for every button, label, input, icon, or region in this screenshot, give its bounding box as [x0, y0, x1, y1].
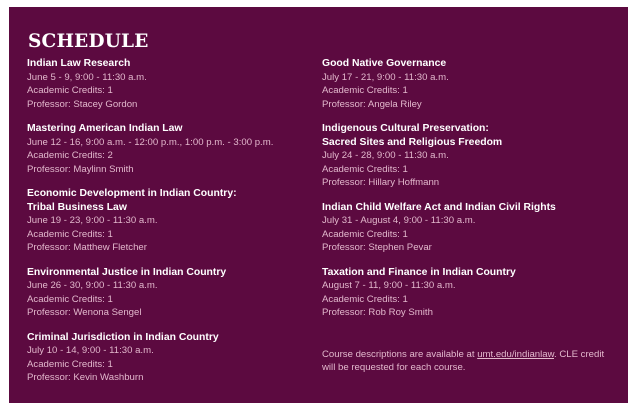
course-credits: Academic Credits: 1: [27, 358, 113, 370]
course-dates: June 19 - 23, 9:00 - 11:30 a.m.: [27, 215, 158, 226]
course-professor: Professor: Kevin Washburn: [27, 372, 144, 383]
course-title: Indian Child Welfare Act and Indian Civil Rights: [322, 201, 556, 213]
course-block: [322, 201, 612, 255]
course-credits: Academic Credits: 1: [322, 228, 408, 240]
course-dates: June 12 - 16, 9:00 a.m. - 12:00 p.m., 1:00 p.m. - 3:00 p.m.: [27, 136, 274, 148]
course-professor: Professor: Wenona Sengel: [27, 307, 142, 318]
course-title: Sacred Sites and Religious Freedom: [322, 136, 503, 148]
course-block: [322, 122, 612, 190]
course-block: [27, 122, 317, 176]
course-note: [322, 348, 612, 374]
course-block: [322, 266, 612, 320]
course-professor: Professor: Matthew Fletcher: [27, 242, 147, 253]
course-professor: Professor: Rob Roy Smith: [322, 307, 433, 318]
course-credits: Academic Credits: 1: [322, 293, 408, 305]
course-title: Tribal Business Law: [27, 201, 127, 213]
schedule-panel: [9, 7, 628, 403]
course-credits: Academic Credits: 1: [27, 293, 113, 305]
course-professor: Professor: Hillary Hoffmann: [322, 177, 440, 188]
course-dates: June 26 - 30, 9:00 - 11:30 a.m.: [27, 280, 158, 291]
course-title: Environmental Justice in Indian Country: [27, 266, 227, 278]
course-block: [322, 57, 612, 111]
course-dates: July 24 - 28, 9:00 - 11:30 a.m.: [322, 150, 449, 161]
course-professor: Professor: Stacey Gordon: [27, 98, 138, 110]
course-title: Indian Law Research: [27, 58, 131, 69]
course-professor: Professor: Stephen Pevar: [322, 242, 432, 253]
note-text-before: Course descriptions are available at: [322, 349, 478, 360]
indianlaw-link[interactable]: umt.edu/indianlaw: [477, 349, 554, 360]
course-credits: Academic Credits: 1: [27, 228, 113, 240]
course-title: Criminal Jurisdiction in Indian Country: [27, 331, 219, 343]
course-title: Good Native Governance: [322, 58, 447, 69]
course-block: [27, 331, 317, 385]
course-title: Indigenous Cultural Preservation:: [322, 123, 489, 134]
note-text-after: . CLE credit will be requested for each course.: [322, 349, 605, 373]
course-block: [27, 187, 317, 255]
course-professor: Professor: Angela Riley: [322, 98, 422, 110]
course-credits: Academic Credits: 1: [322, 163, 408, 175]
course-professor: Professor: Maylinn Smith: [27, 163, 134, 175]
right-column: [322, 57, 612, 331]
course-block: [27, 57, 317, 111]
course-block: [27, 266, 317, 320]
course-dates: August 7 - 11, 9:00 - 11:30 a.m.: [322, 280, 456, 291]
course-credits: Academic Credits: 1: [322, 85, 408, 96]
course-credits: Academic Credits: 2: [27, 150, 113, 161]
schedule-title: SCHEDULE: [28, 31, 149, 52]
left-column: [27, 57, 317, 396]
course-title: Economic Development in Indian Country:: [27, 188, 237, 199]
course-title: Taxation and Finance in Indian Country: [322, 266, 516, 278]
course-dates: July 10 - 14, 9:00 - 11:30 a.m.: [27, 345, 154, 356]
course-credits: Academic Credits: 1: [27, 85, 113, 96]
course-title: Mastering American Indian Law: [27, 123, 183, 134]
course-dates: July 17 - 21, 9:00 - 11:30 a.m.: [322, 71, 449, 83]
course-dates: June 5 - 9, 9:00 - 11:30 a.m.: [27, 71, 147, 83]
course-dates: July 31 - August 4, 9:00 - 11:30 a.m.: [322, 215, 476, 226]
